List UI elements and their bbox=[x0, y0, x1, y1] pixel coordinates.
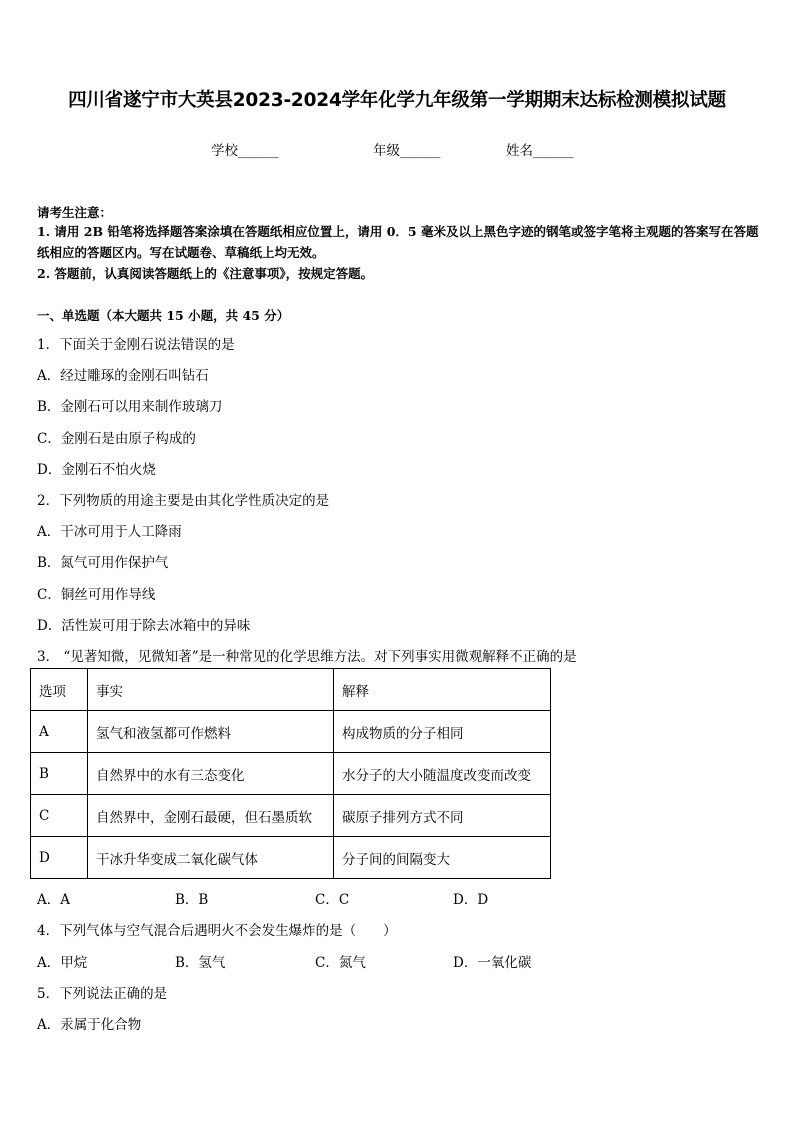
table-cell: D bbox=[31, 837, 88, 879]
question-1-option-b: B．金刚石可以用来制作玻璃刀 bbox=[37, 399, 223, 415]
option-c: C．氮气 bbox=[315, 955, 366, 971]
option-d: D．一氧化碳 bbox=[453, 955, 532, 971]
table-cell: B bbox=[31, 753, 88, 795]
table-header-cell: 事实 bbox=[88, 669, 334, 711]
grade-field: 年级______ bbox=[373, 143, 441, 159]
question-1-option-d: D．金刚石不怕火烧 bbox=[37, 462, 156, 478]
question-5-option-a: A．汞属于化合物 bbox=[37, 1017, 142, 1033]
question-3-options bbox=[37, 888, 488, 908]
notice-heading: 请考生注意： bbox=[37, 205, 113, 220]
section-title: 一、单选题（本大题共 15 小题，共 45 分） bbox=[37, 308, 290, 323]
table-cell: 自然界中，金刚石最硬，但石墨质软 bbox=[88, 795, 334, 837]
table-row bbox=[31, 837, 551, 879]
question-3-table bbox=[30, 668, 551, 879]
option-a: A．A bbox=[37, 892, 70, 908]
question-2-option-d: D．活性炭可用于除去冰箱中的异味 bbox=[37, 618, 251, 634]
question-4-options bbox=[37, 951, 531, 971]
option-d: D．D bbox=[453, 892, 489, 908]
exam-title: 四川省遂宁市大英县2023-2024学年化学九年级第一学期期末达标检测模拟试题 bbox=[68, 90, 726, 111]
question-5-stem: 5．下列说法正确的是 bbox=[37, 986, 168, 1002]
table-cell: 构成物质的分子相同 bbox=[334, 711, 551, 753]
table-cell: A bbox=[31, 711, 88, 753]
question-2-option-b: B．氮气可用作保护气 bbox=[37, 555, 169, 571]
question-3-stem: 3． “见著知微，见微知著”是一种常见的化学思维方法。对下列事实用微观解释不正确的是 bbox=[37, 649, 577, 665]
table-cell: 分子间的间隔变大 bbox=[334, 837, 551, 879]
table-header-cell: 解释 bbox=[334, 669, 551, 711]
table-cell: 干冰升华变成二氧化碳气体 bbox=[88, 837, 334, 879]
table-row bbox=[31, 711, 551, 753]
table-header-cell: 选项 bbox=[31, 669, 88, 711]
table-header-row bbox=[31, 669, 551, 711]
notice-item-1: 1. 请用 2B 铅笔将选择题答案涂填在答题纸相应位置上，请用 0．5 毫米及以上黑色字迹的钢笔或签字笔将主观题的答案写在答题纸相应的答题区内。写在试题卷、草稿纸上均无效。 bbox=[37, 224, 759, 260]
school-field: 学校______ bbox=[211, 143, 279, 159]
question-1-option-c: C．金刚石是由原子构成的 bbox=[37, 431, 196, 447]
question-2-stem: 2．下列物质的用途主要是由其化学性质决定的是 bbox=[37, 493, 330, 509]
table-row bbox=[31, 795, 551, 837]
question-2-option-a: A．干冰可用于人工降雨 bbox=[37, 524, 182, 540]
question-1-stem: 1．下面关于金刚石说法错误的是 bbox=[37, 337, 235, 353]
notice-item-2: 2. 答题前，认真阅读答题纸上的《注意事项》，按规定答题。 bbox=[37, 266, 374, 281]
table-cell: 自然界中的水有三态变化 bbox=[88, 753, 334, 795]
table-cell: 碳原子排列方式不同 bbox=[334, 795, 551, 837]
option-b: B．氢气 bbox=[175, 955, 226, 971]
table-cell: C bbox=[31, 795, 88, 837]
table-row bbox=[31, 753, 551, 795]
option-c: C．C bbox=[315, 892, 350, 908]
table-cell: 水分子的大小随温度改变而改变 bbox=[334, 753, 551, 795]
name-field: 姓名______ bbox=[506, 143, 574, 159]
question-2-option-c: C．铜丝可用作导线 bbox=[37, 587, 156, 603]
table-cell: 氢气和液氢都可作燃料 bbox=[88, 711, 334, 753]
question-1-option-a: A．经过雕琢的金刚石叫钻石 bbox=[37, 368, 209, 384]
question-4-stem: 4．下列气体与空气混合后遇明火不会发生爆炸的是（ ） bbox=[37, 923, 397, 939]
option-a: A．甲烷 bbox=[37, 955, 88, 971]
option-b: B．B bbox=[175, 892, 209, 908]
